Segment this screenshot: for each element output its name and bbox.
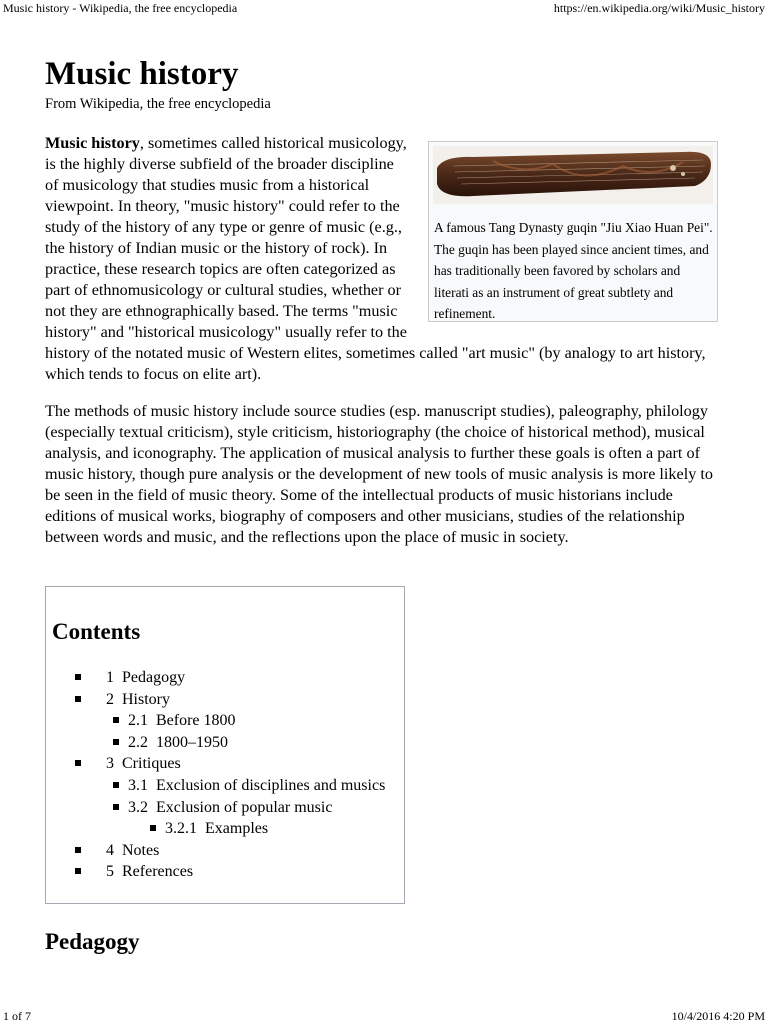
toc-item-references[interactable]: 5 References xyxy=(46,861,404,883)
toc-list xyxy=(46,667,404,883)
toc-item-exclusion-popular[interactable]: 3.2 Exclusion of popular music xyxy=(46,797,404,819)
intro-bold-term: Music history xyxy=(45,134,140,152)
bullet-icon xyxy=(113,804,119,810)
image-caption: A famous Tang Dynasty guqin "Jiu Xiao Huan Pei". The guqin has been played since ancient times, and has traditionally been favored by scholars and literati as an instrument of great subtlety and refinement. xyxy=(434,220,713,321)
page-title-header: Music history - Wikipedia, the free encyclopedia xyxy=(3,1,238,15)
section-heading-pedagogy: Pedagogy xyxy=(45,929,140,954)
print-header xyxy=(0,0,768,18)
bullet-icon xyxy=(75,760,81,766)
toc-item-pedagogy[interactable]: 1 Pedagogy xyxy=(46,667,404,689)
toc-title: Contents xyxy=(52,619,141,644)
print-timestamp: 10/4/2016 4:20 PM xyxy=(671,1009,765,1023)
page-count: 1 of 7 xyxy=(3,1009,31,1023)
article-subtitle: From Wikipedia, the free encyclopedia xyxy=(45,96,271,112)
guqin-image[interactable] xyxy=(433,146,713,204)
bullet-icon xyxy=(150,825,156,831)
table-of-contents xyxy=(45,586,405,904)
article-title: Music history xyxy=(45,56,239,92)
methods-paragraph xyxy=(45,401,720,548)
print-footer xyxy=(0,1008,768,1024)
toc-item-critiques[interactable]: 3 Critiques xyxy=(46,753,404,775)
bullet-icon xyxy=(113,739,119,745)
bullet-icon xyxy=(75,696,81,702)
bullet-icon xyxy=(75,674,81,680)
toc-item-exclusion-disciplines[interactable]: 3.1 Exclusion of disciplines and musics xyxy=(46,775,404,797)
image-thumbnail xyxy=(428,141,718,322)
toc-item-1800-1950[interactable]: 2.2 1800–1950 xyxy=(46,732,404,754)
toc-item-before-1800[interactable]: 2.1 Before 1800 xyxy=(46,710,404,732)
toc-item-notes[interactable]: 4 Notes xyxy=(46,840,404,862)
toc-item-history[interactable]: 2 History xyxy=(46,689,404,711)
methods-text: The methods of music history include source studies (esp. manuscript studies), paleography, philology (especially textual criticism), style criticism, historiography (the choice of historical method), musical analysis, and iconography. The application of musical analysis to further these goals is often a part of music history, though pure analysis or the development of new tools of music analysis is more likely to be seen in the field of music theory. Some of the intellectual products of music historians include editions of musical works, biography of composers and other musicians, studies of the relationship between words and music, and the reflections upon the place of music in society. xyxy=(45,402,713,546)
intro-paragraph xyxy=(45,133,720,385)
bullet-icon xyxy=(75,868,81,874)
page-url[interactable]: https://en.wikipedia.org/wiki/Music_history xyxy=(553,1,765,15)
bullet-icon xyxy=(113,782,119,788)
bullet-icon xyxy=(75,847,81,853)
toc-item-examples[interactable]: 3.2.1 Examples xyxy=(46,818,404,840)
bullet-icon xyxy=(113,717,119,723)
intro-text: , sometimes called historical musicology, is the highly diverse subfield of the broader discipline of musicology that studies music from a historical viewpoint. In theory, "music history" could refer to the study of the history of any type or genre of music (e.g., the history of Indian music or the history of rock). In practice, these research topics are often categorized as part of ethnomusicology or cultural studies, whether or not they are ethnographically based. The terms "music history" and "historical musicology" usually refer to the history of the notated music of Western elites, sometimes called "art music" (by analogy to art history, which tends to focus on elite art). xyxy=(45,134,706,383)
